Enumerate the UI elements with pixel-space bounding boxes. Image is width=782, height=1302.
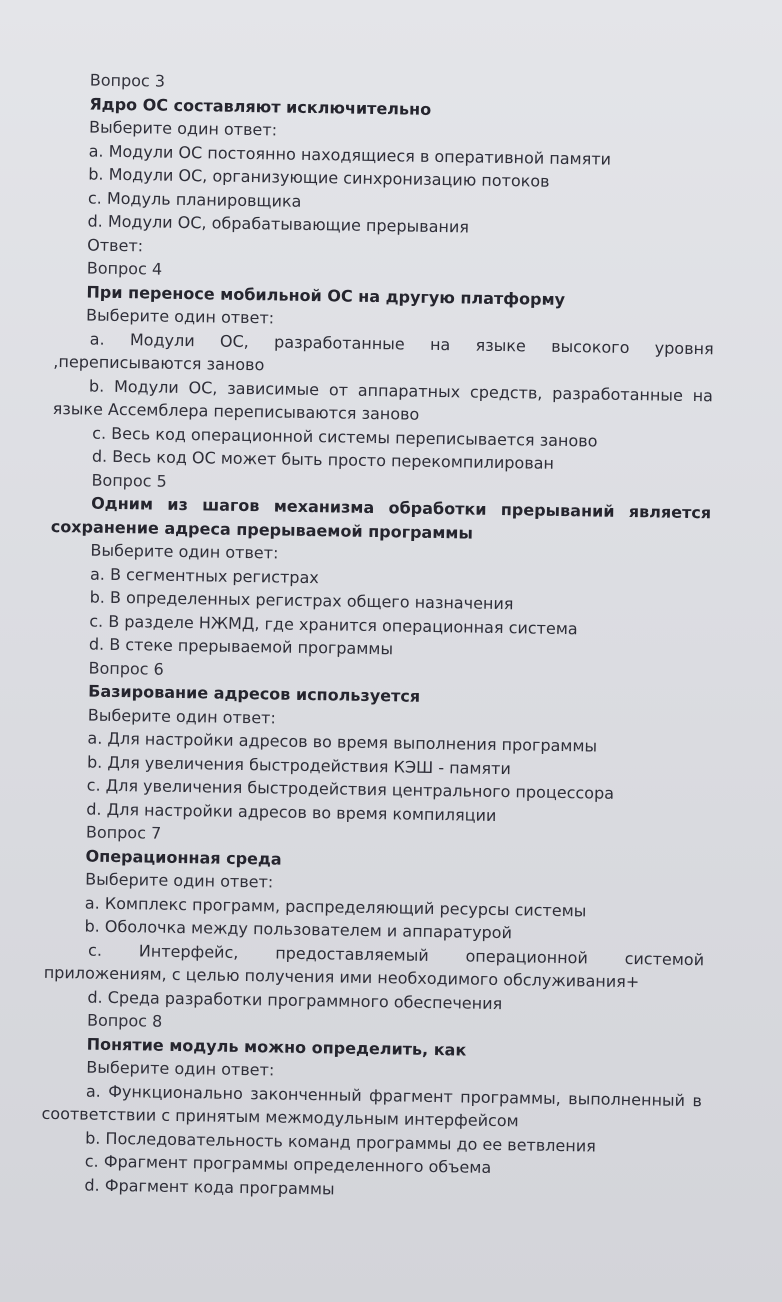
option-b: b. Оболочка между пользователем и аппаратурой (84, 916, 513, 943)
option-d: d. Весь код ОС может быть просто перекомпилирован (91, 446, 555, 473)
option-b: b. Для увеличения быстродействия КЭШ - памяти (86, 752, 512, 778)
answer-prompt: Выберите один ответ: (87, 705, 276, 728)
test-questions-page (40, 68, 718, 1206)
option-c: c. Модуль планировщика (87, 187, 302, 211)
question-text: Понятие модуль можно определить, как (86, 1034, 467, 1060)
option-c: c. Интерфейс, предоставляемый операционной системой приложениям, с целью получения ими необходимого обслуживания+ (43, 940, 705, 992)
option-b: b. В определенных регистрах общего назначения (89, 587, 514, 614)
question-4 (52, 256, 715, 478)
option-a: а. В сегментных регистрах (89, 564, 319, 587)
question-text: Операционная среда (85, 846, 282, 869)
question-8 (40, 1008, 703, 1206)
question-6 (46, 655, 709, 830)
question-title: Вопрос 5 (91, 470, 167, 491)
option-d: d. Для настройки адресов во время компиляции (86, 799, 497, 825)
option-b: b. Модули ОС, зависимые от аппаратных средств, разработанные на языке Ассемблера переписываются заново (52, 376, 714, 424)
question-title: Вопрос 7 (85, 822, 162, 843)
question-title: Вопрос 3 (89, 70, 166, 91)
option-d: d. Среда разработки программного обеспечения (87, 987, 503, 1013)
question-3 (55, 68, 718, 266)
option-b: b. Модули ОС, организующие синхронизацию потоков (88, 164, 550, 191)
option-c: c. В разделе НЖМД, где хранится операционная система (89, 611, 578, 638)
answer-prompt: Выберите один ответ: (88, 117, 278, 140)
question-title: Вопрос 8 (86, 1010, 163, 1031)
option-d: d. В стеке прерываемой программы (88, 634, 394, 659)
question-text: При переносе мобильной ОС на другую платформу (86, 281, 566, 309)
option-d: d. Модули ОС, обрабатывающие прерывания (87, 211, 470, 237)
question-title: Вопрос 6 (88, 658, 164, 679)
question-5 (49, 467, 712, 665)
option-a: а. Функционально законченный фрагмент программы, выполненный в соответствии с принятым межмодульным интерфейсом (41, 1081, 703, 1131)
question-text: Одним из шагов механизма обработки прерываний является сохранение адреса прерываемой программы (50, 493, 712, 543)
answer-prompt: Выберите один ответ: (86, 1057, 275, 1080)
option-c: c. Весь код операционной системы переписывается заново (92, 423, 598, 451)
answer-prompt: Выберите один ответ: (90, 540, 279, 563)
question-text: Базирование адресов используется (88, 681, 421, 706)
answer-prompt: Выберите один ответ: (85, 869, 274, 892)
option-c: c. Фрагмент программы определенного объема (84, 1151, 492, 1177)
option-a: а. Для настройки адресов во время выполнения программы (87, 728, 598, 756)
question-7 (43, 820, 706, 1018)
answer-prompt: Выберите один ответ: (85, 305, 275, 328)
option-b: b. Последовательность команд программы до ее ветвления (85, 1128, 596, 1156)
question-text: Ядро ОС составляют исключительно (89, 93, 432, 119)
option-c: c. Для увеличения быстродействия центрального процессора (86, 775, 615, 803)
option-a: а. Комплекс программ, распределяющий ресурсы системы (84, 893, 587, 920)
answer-label: Ответ: (87, 234, 144, 255)
option-a: а. Модули ОС, разработанные на языке высокого уровня ,переписываются заново (53, 329, 714, 375)
question-title: Вопрос 4 (86, 258, 163, 279)
option-a: а. Модули ОС постоянно находящиеся в оперативной памяти (88, 140, 612, 169)
option-d: d. Фрагмент кода программы (84, 1175, 335, 1198)
